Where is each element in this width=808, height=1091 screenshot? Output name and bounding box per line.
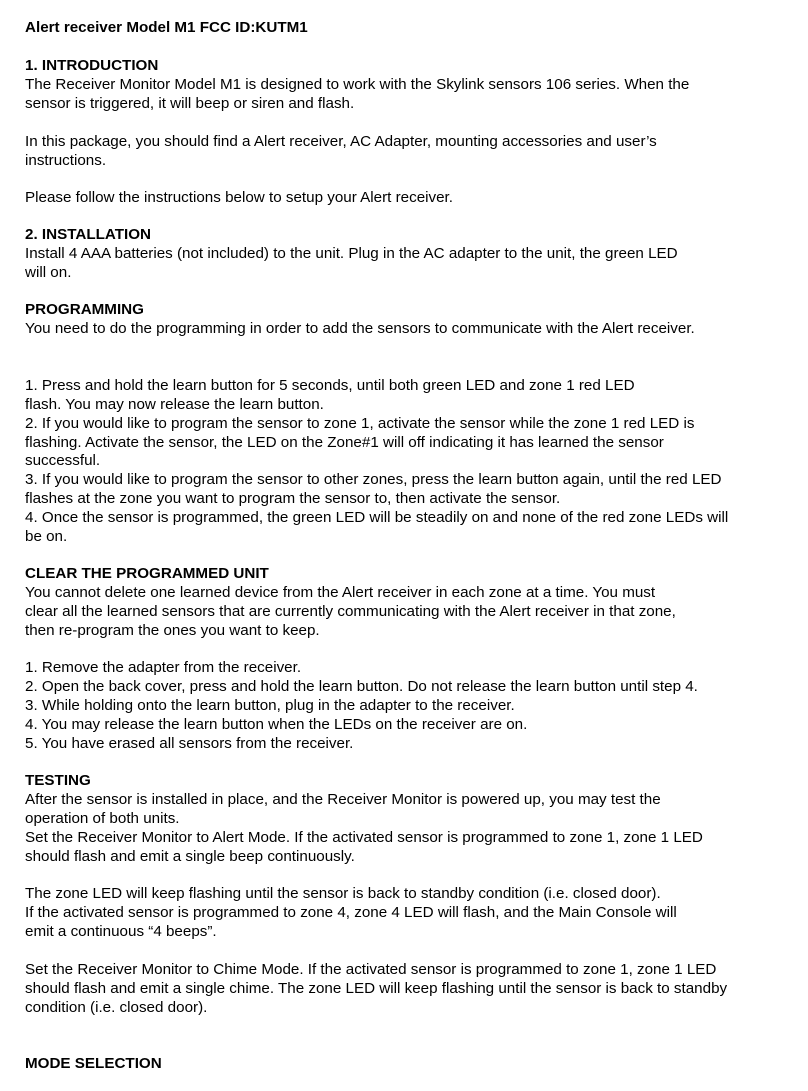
programming-heading: PROGRAMMING bbox=[25, 301, 144, 318]
intro-p1-line: sensor is triggered, it will beep or siren and flash. bbox=[25, 95, 355, 112]
programming-step-line: successful. bbox=[25, 452, 101, 469]
testing-p3-line: Set the Receiver Monitor to Chime Mode. If the activated sensor is programmed to zone 1, zone 1 LED bbox=[25, 961, 717, 978]
clear-step-line: 1. Remove the adapter from the receiver. bbox=[25, 659, 302, 676]
clear-p1-line: clear all the learned sensors that are currently communicating with the Alert receiver in that zone, bbox=[25, 603, 676, 620]
testing-p1-line: After the sensor is installed in place, and the Receiver Monitor is powered up, you may test the bbox=[25, 791, 661, 808]
clear-step-line: 5. You have erased all sensors from the receiver. bbox=[25, 735, 354, 752]
clear-p1-line: then re-program the ones you want to keep. bbox=[25, 622, 320, 639]
testing-p2-line: emit a continuous “4 beeps”. bbox=[25, 923, 217, 940]
programming-step-line: 4. Once the sensor is programmed, the green LED will be steadily on and none of the red zone LEDs will bbox=[25, 509, 729, 526]
programming-step-line: 2. If you would like to program the sensor to zone 1, activate the sensor while the zone 1 red LED is bbox=[25, 415, 695, 432]
mode-selection-heading: MODE SELECTION bbox=[25, 1055, 162, 1072]
programming-step-line: 1. Press and hold the learn button for 5 seconds, until both green LED and zone 1 red LED bbox=[25, 377, 635, 394]
programming-step-line: flashes at the zone you want to program the sensor to, then activate the sensor. bbox=[25, 490, 561, 507]
programming-step-line: flashing. Activate the sensor, the LED on the Zone#1 will off indicating it has learned the sensor bbox=[25, 434, 664, 451]
installation-p1-line: will on. bbox=[25, 264, 72, 281]
intro-p2-line: In this package, you should find a Alert receiver, AC Adapter, mounting accessories and user’s bbox=[25, 133, 657, 150]
installation-heading: 2. INSTALLATION bbox=[25, 226, 151, 243]
installation-p1-line: Install 4 AAA batteries (not included) to the unit. Plug in the AC adapter to the unit, the green LED bbox=[25, 245, 678, 262]
testing-p3-line: condition (i.e. closed door). bbox=[25, 999, 208, 1016]
intro-heading: 1. INTRODUCTION bbox=[25, 57, 159, 74]
programming-step-line: be on. bbox=[25, 528, 68, 545]
testing-p3-line: should flash and emit a single chime. The zone LED will keep flashing until the sensor is back to standby bbox=[25, 980, 728, 997]
testing-p1-line: operation of both units. bbox=[25, 810, 180, 827]
testing-p2-line: If the activated sensor is programmed to zone 4, zone 4 LED will flash, and the Main Console will bbox=[25, 904, 677, 921]
testing-p1-line: should flash and emit a single beep continuously. bbox=[25, 848, 355, 865]
clear-step-line: 4. You may release the learn button when the LEDs on the receiver are on. bbox=[25, 716, 528, 733]
document-title: Alert receiver Model M1 FCC ID:KUTM1 bbox=[25, 19, 308, 36]
testing-p2-line: The zone LED will keep flashing until the sensor is back to standby condition (i.e. closed door). bbox=[25, 885, 661, 902]
programming-step-line: 3. If you would like to program the sensor to other zones, press the learn button again, until the red LED bbox=[25, 471, 722, 488]
testing-heading: TESTING bbox=[25, 772, 91, 789]
clear-p1-line: You cannot delete one learned device from the Alert receiver in each zone at a time. You must bbox=[25, 584, 656, 601]
clear-step-line: 2. Open the back cover, press and hold the learn button. Do not release the learn button until step 4. bbox=[25, 678, 698, 695]
testing-p1-line: Set the Receiver Monitor to Alert Mode. If the activated sensor is programmed to zone 1, zone 1 LED bbox=[25, 829, 703, 846]
intro-p3-line: Please follow the instructions below to setup your Alert receiver. bbox=[25, 189, 453, 206]
intro-p2-line: instructions. bbox=[25, 152, 107, 169]
programming-step-line: flash. You may now release the learn button. bbox=[25, 396, 324, 413]
clear-step-line: 3. While holding onto the learn button, plug in the adapter to the receiver. bbox=[25, 697, 515, 714]
clear-heading: CLEAR THE PROGRAMMED UNIT bbox=[25, 565, 269, 582]
intro-p1-line: The Receiver Monitor Model M1 is designed to work with the Skylink sensors 106 series. When the bbox=[25, 76, 690, 93]
programming-p1-line: You need to do the programming in order to add the sensors to communicate with the Alert receiver. bbox=[25, 320, 695, 337]
